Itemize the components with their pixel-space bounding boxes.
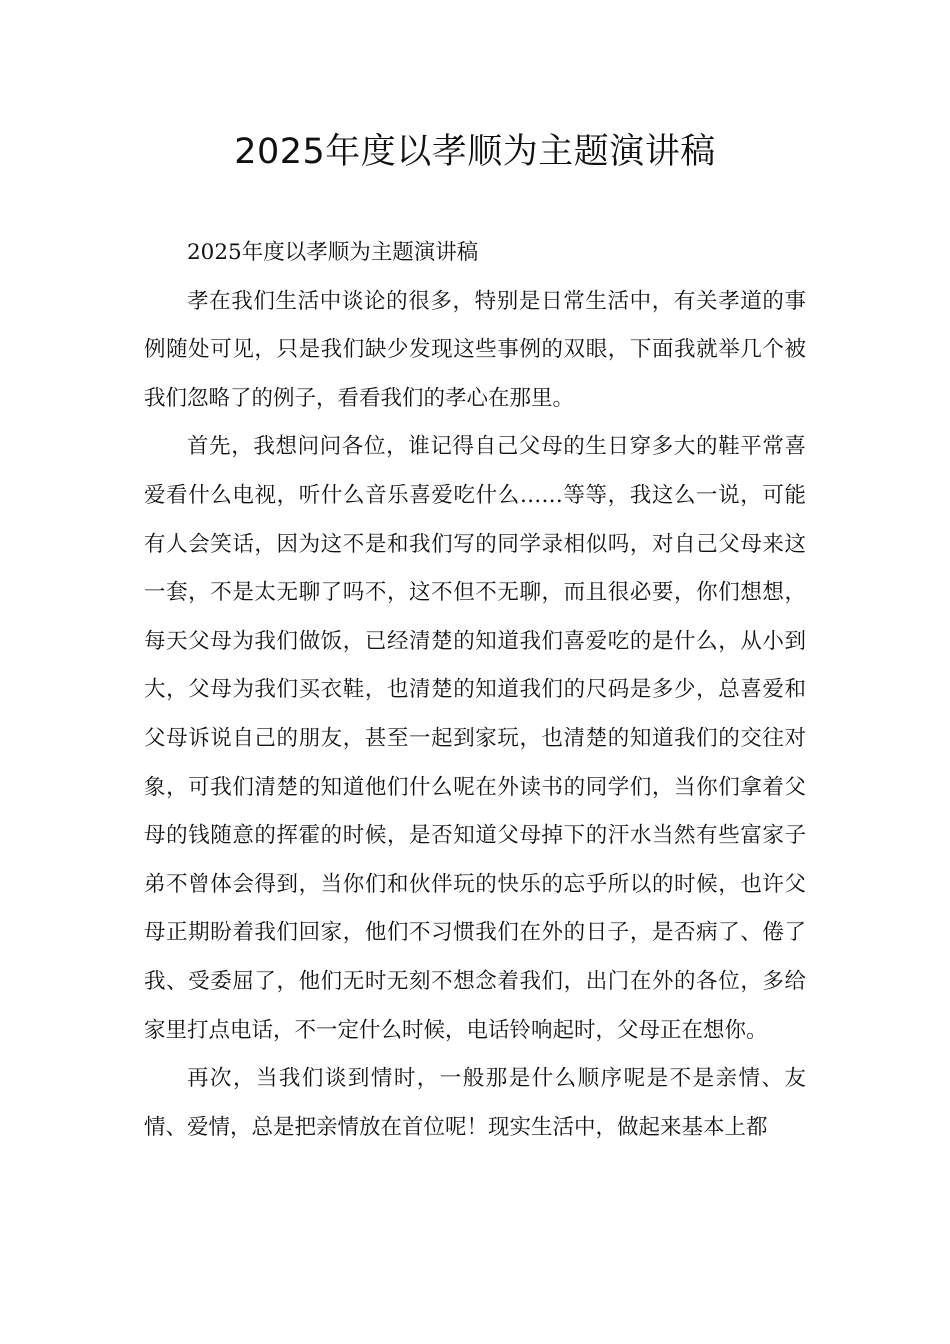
paragraph: 孝在我们生活中谈论的很多，特别是日常生活中，有关孝道的事例随处可见，只是我们缺少发现这些事例的双眼，下面我就举几个被我们忽略了的例子，看看我们的孝心在那里。 [144, 288, 806, 411]
paragraph: 首先，我想问问各位，谁记得自己父母的生日穿多大的鞋平常喜爱看什么电视，听什么音乐喜爱吃什么……等等，我这么一说，可能有人会笑话，因为这不是和我们写的同学录相似吗，对自己父母来这一套，不是太无聊了吗不，这不但不无聊，而且很必要，你们想想，每天父母为我们做饭，已经清楚的知道我们喜爱吃的是什么，从小到大，父母为我们买衣鞋，也清楚的知道我们的尺码是多少，总喜爱和父母诉说自己的朋友，甚至一起到家玩，也清楚的知道我们的交往对象，可我们清楚的知道他们什么呢在外读书的同学们，当你们拿着父母的钱随意的挥霍的时候，是否知道父母掉下的汗水当然有些富家子弟不曾体会得到，当你们和伙伴玩的快乐的忘乎所以的时候，也许父母正期盼着我们回家，他们不习惯我们在外的日子，是否病了、倦了我、受委屈了，他们无时无刻不想念着我们，出门在外的各位，多给家里打点电话，不一定什么时候，电话铃响起时，父母正在想你。 [144, 434, 806, 1043]
document-body [144, 229, 806, 1152]
document-title: 2025年度以孝顺为主题演讲稿 [234, 132, 716, 172]
paragraph: 再次，当我们谈到情时，一般那是什么顺序呢是不是亲情、友情、爱情，总是把亲情放在首位呢！现实生活中，做起来基本上都 [144, 1066, 806, 1140]
paragraph-subtitle: 2025年度以孝顺为主题演讲稿 [187, 240, 479, 265]
